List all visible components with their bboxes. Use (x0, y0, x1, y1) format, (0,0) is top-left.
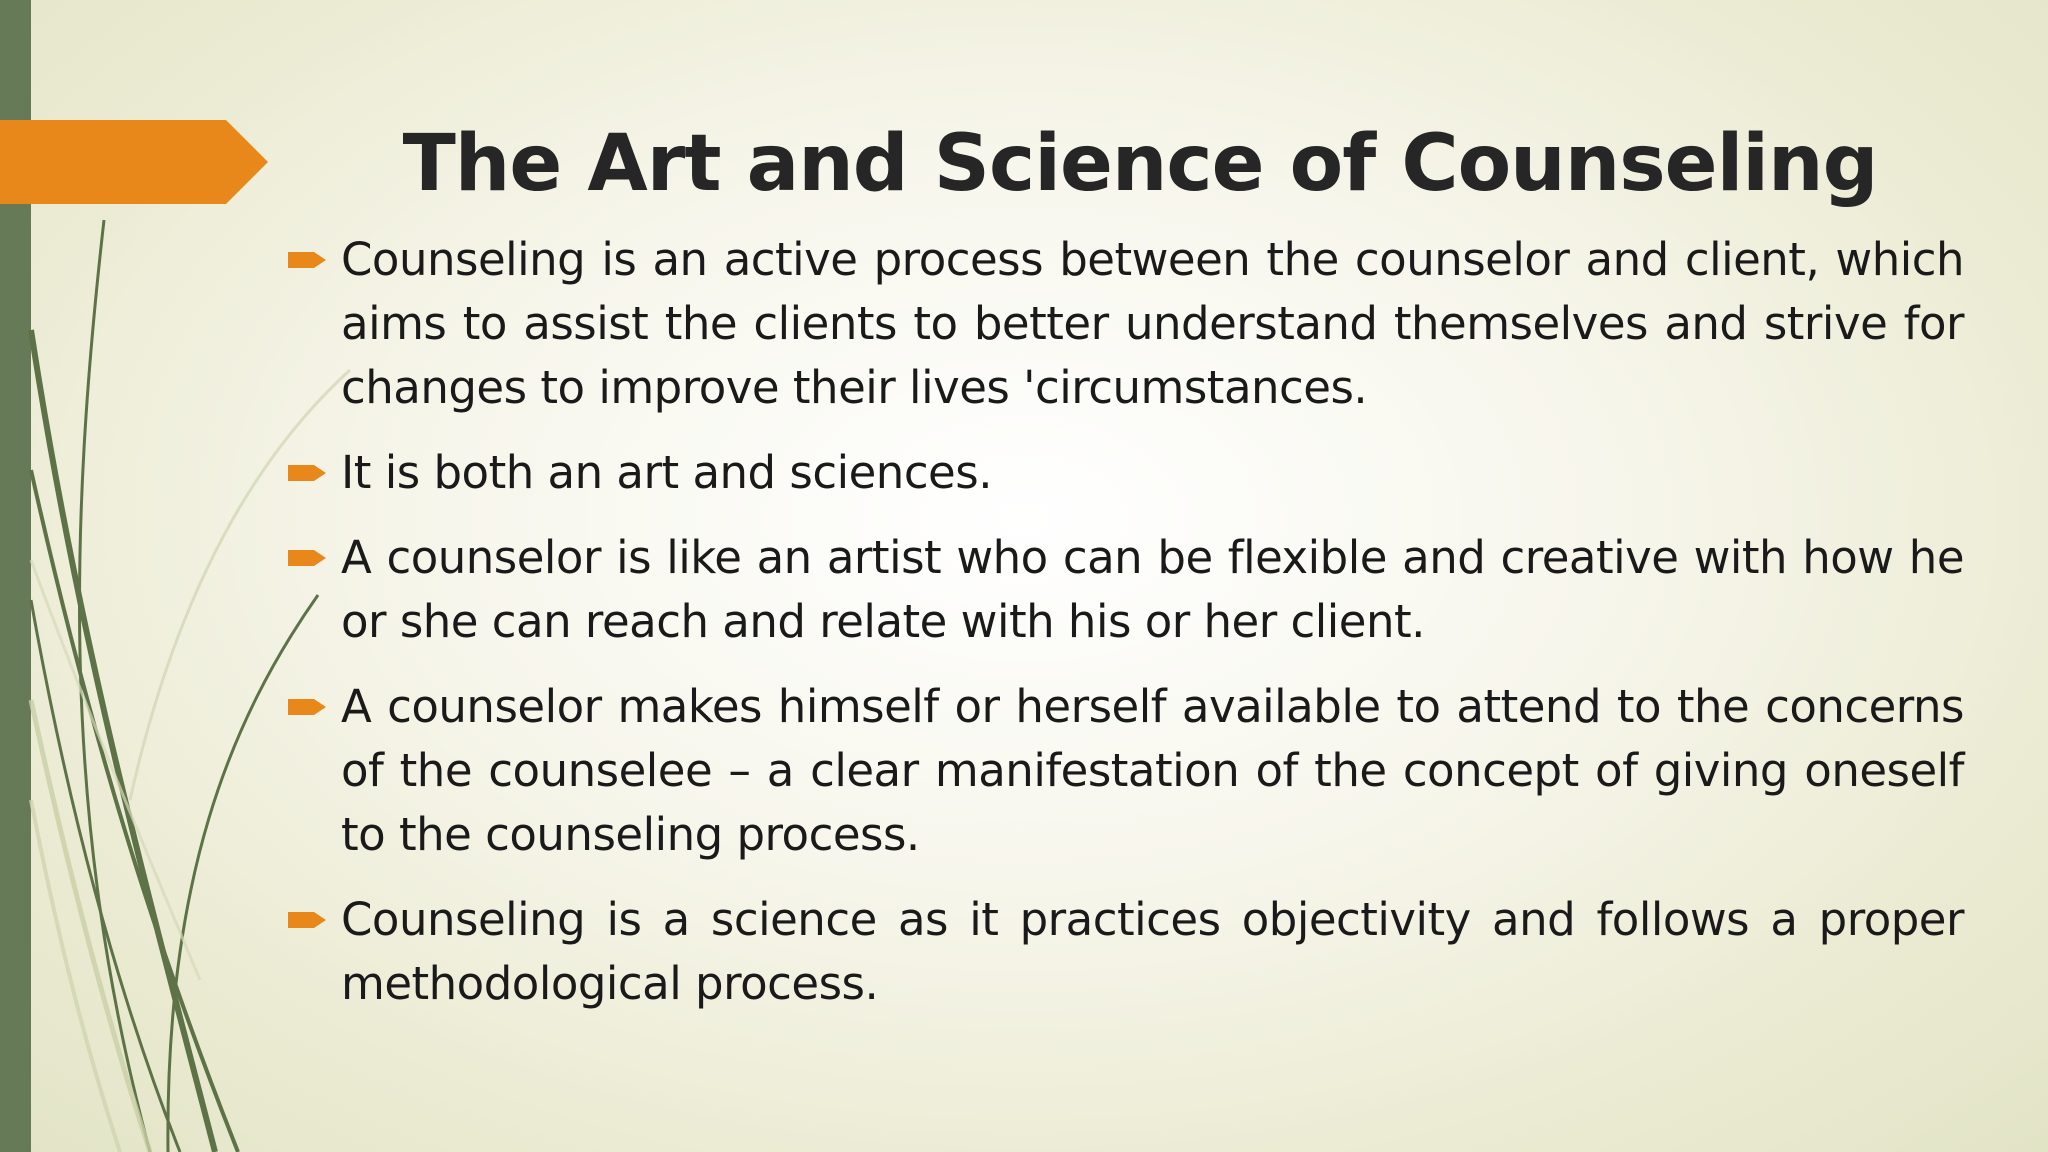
bullet-item (284, 441, 1964, 505)
chevron-banner-icon (0, 120, 268, 204)
bullet-text: It is both an art and sciences. (341, 446, 992, 499)
bullet-text: A counselor is like an artist who can be flexible and creative with how he or she can reach and relate with his or her client. (341, 531, 1964, 648)
slide-title: The Art and Science of Counseling (402, 119, 1878, 209)
arrow-right-icon (288, 909, 326, 931)
leaf-curve-7 (31, 800, 120, 1152)
leaf-curve-1 (79, 220, 150, 1152)
bullet-item (284, 675, 1964, 867)
bullet-item (284, 228, 1964, 420)
arrow-right-icon (288, 547, 326, 569)
bullet-item (284, 526, 1964, 654)
bullet-text: A counselor makes himself or herself available to attend to the concerns of the counselee – a clear manifestation of the concept of giving oneself to the counseling process. (341, 680, 1964, 861)
arrow-right-icon (288, 462, 326, 484)
arrow-right-icon (288, 696, 326, 718)
bullet-list (284, 228, 1964, 1037)
bullet-text: Counseling is an active process between the counselor and client, which aims to assist the clients to better understand themselves and strive for changes to improve their lives 'circumstances. (341, 233, 1964, 414)
leaf-curve-3 (31, 470, 238, 1152)
bullet-text: Counseling is a science as it practices objectivity and follows a proper methodological process. (341, 893, 1964, 1010)
arrow-right-icon (288, 249, 326, 271)
bullet-item (284, 888, 1964, 1016)
